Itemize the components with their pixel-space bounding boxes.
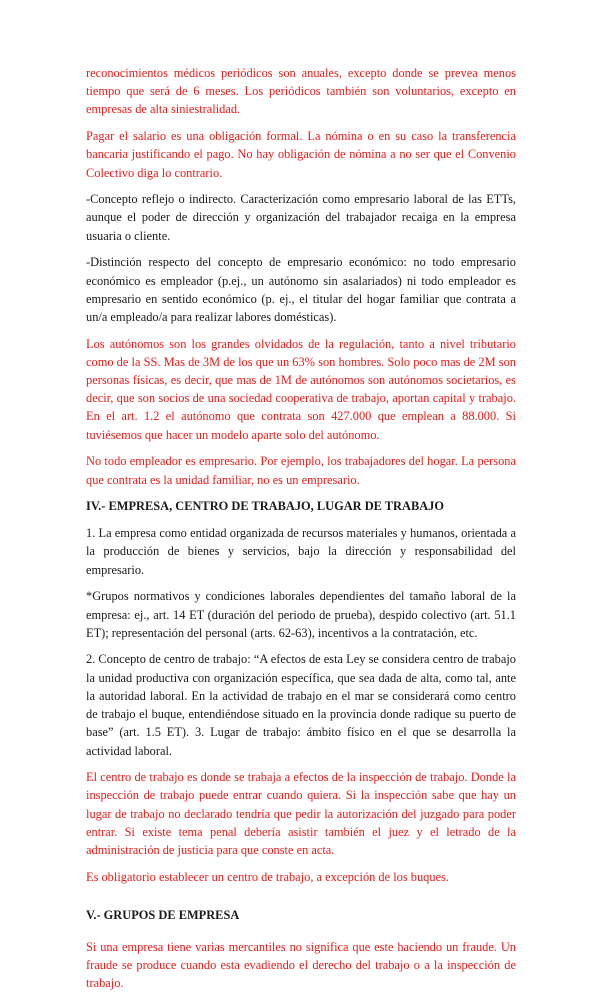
paragraph-autonomos: Los autónomos son los grandes olvidados de la regulación, tanto a nivel tributario como de la SS. Mas de 3M de los que un 63% son hombres. Solo poco mas de 2M son personas físicas, es decir, que mas de 1M de autónomos son autónomos societarios, es decir, que son socios de una sociedad cooperativa de trabajo, aportan capital y trabajo. En el art. 1.2 el autónomo que contrata son 427.000 que emplean a 88.000. Si tuviésemos que hacer un modelo aparte solo del autónomo.	[86, 336, 516, 442]
paragraph-grupos-normativos: *Grupos normativos y condiciones laborales dependientes del tamaño laboral de la empresa: ej., art. 14 ET (duración del periodo de prueba), despido colectivo (art. 51.1 ET); representación del personal (arts. 62-63), incentivos a la contratación, etc.	[86, 589, 516, 640]
paragraph-fraude: Si una empresa tiene varias mercantiles no significa que este haciendo un fraude. Un fraude se produce cuando esta evadiendo el derecho del trabajo o a la inspección de trabajo.	[86, 939, 516, 991]
paragraph-concept-reflex: -Concepto reflejo o indirecto. Caracterización como empresario laboral de las ETTs, aunque el poder de dirección y organización del trabajador recaiga en la empresa usuaria o cliente.	[86, 192, 516, 243]
paragraph-distinction: -Distinción respecto del concepto de empresario económico: no todo empresario económico es empleador (p.ej., un autónomo sin asalariados) ni todo empleador es empresario en sentido económico (p. ej., el titular del hogar familiar que contrata a un/a empleado/a para realizar labores domésticas).	[86, 255, 516, 324]
section-heading-empresa: IV.- EMPRESA, CENTRO DE TRABAJO, LUGAR DE TRABAJO	[86, 499, 445, 514]
paragraph-medical-checks: reconocimientos médicos periódicos son anuales, excepto donde se prevea menos tiempo que será de 6 meses. Los periódicos también son voluntarios, excepto en empresas de alta siniestralidad.	[86, 66, 516, 117]
section-heading-grupos: V.- GRUPOS DE EMPRESA	[86, 907, 240, 922]
paragraph-inspeccion: El centro de trabajo es donde se trabaja a efectos de la inspección de trabajo. Donde la inspección de trabajo puede entrar cuando quiera. Si la inspección sabe que hay un lugar de trabajo no declarado tendría que pedir la autorización del juzgado para poder entrar. Si existe tema penal debería asistir también el juez y el letrado de la administración de justicia para que conste en acta.	[86, 770, 516, 858]
paragraph-salary: Pagar el salario es una obligación formal. La nómina o en su caso la transferencia bancaria justificando el pago. No hay obligación de nómina a no ser que el Convenio Colectivo diga lo contrario.	[86, 129, 516, 180]
text-column	[86, 64, 516, 1001]
paragraph-obligatorio: Es obligatorio establecer un centro de trabajo, a excepción de los buques.	[86, 869, 449, 884]
paragraph-centro-trabajo: 2. Concepto de centro de trabajo: “A efectos de esta Ley se considera centro de trabajo la unidad productiva con organización específica, que sea dada de alta, como tal, ante la autoridad laboral. En la actividad de trabajo en el mar se considerará como centro de trabajo el buque, entendiéndose situado en la provincia donde radique su puerto de base” (art. 1.5 ET). 3. Lugar de trabajo: ámbito físico en el que se desarrolla la actividad laboral.	[86, 652, 516, 758]
paragraph-empleador: No todo empleador es empresario. Por ejemplo, los trabajadores del hogar. La persona que contrata es la unidad familiar, no es un empresario.	[86, 454, 516, 487]
paragraph-empresa-def: 1. La empresa como entidad organizada de recursos materiales y humanos, orientada a la producción de bienes y servicios, bajo la dirección y responsabilidad del empresario.	[86, 526, 516, 577]
